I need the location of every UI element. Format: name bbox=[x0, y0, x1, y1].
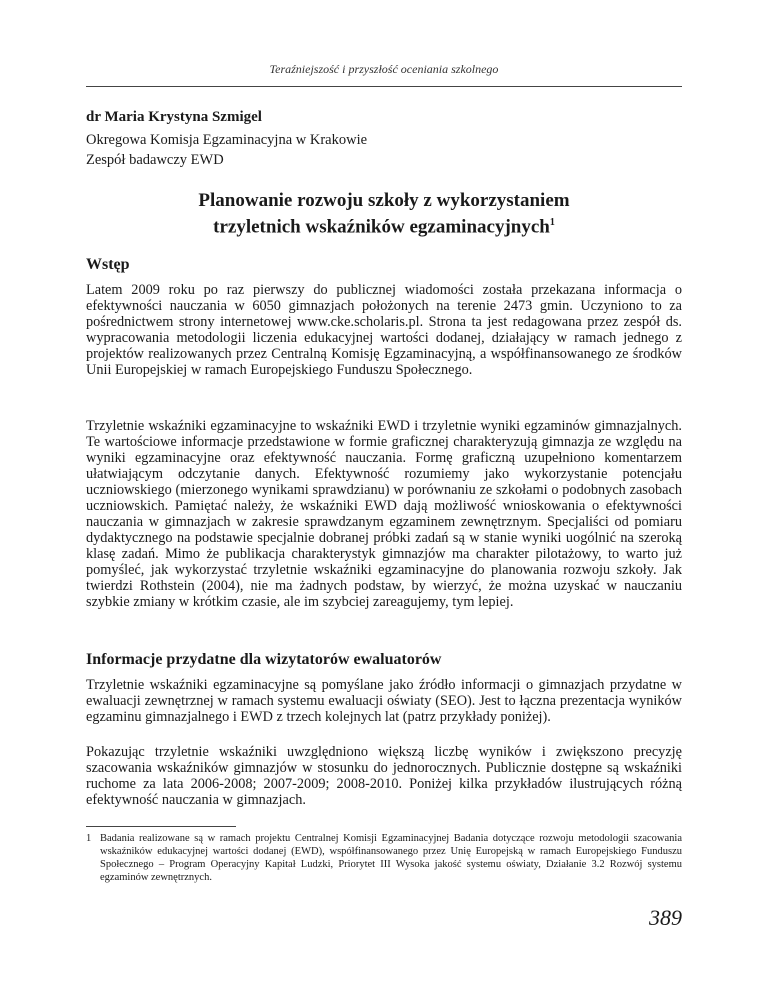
title-line-1: Planowanie rozwoju szkoły z wykorzystaniem bbox=[198, 190, 570, 211]
running-head: Teraźniejszość i przyszłość oceniania szkolnego bbox=[269, 62, 499, 76]
affiliation-line-2: Zespół badawczy EWD bbox=[86, 152, 224, 168]
footnote-number: 1 bbox=[86, 833, 92, 844]
author-name: dr Maria Krystyna Szmigel bbox=[86, 109, 262, 125]
paragraph-4: Pokazując trzyletnie wskaźniki uwzględniono większą liczbę wyników i zwiększono precyzję szacowania wskaźników gimnazjów w stosunku do jednorocznych. Publicznie dostępne są wskaźniki ruchome za lata 2006-2008; 2007-2009; 2008-2010. Poniżej kilka przykładów ilustrujących różną efektywność nauczania w gimnazjach. bbox=[86, 744, 682, 808]
footnote-text: Badania realizowane są w ramach projektu Centralnej Komisji Egzaminacyjnej Badania dotyczące rozwoju metodologii szacowania wskaźników edukacyjnej wartości dodanej (EWD), współfinansowanego przez Unię Europejską w ramach Europejskiego Funduszu Społecznego – Program Operacyjny Kapitał Ludzki, Priorytet III Wysoka jakość systemu oświaty, Działanie 3.2 Rozwój systemu egzaminów zewnętrznych. bbox=[100, 833, 682, 883]
footnote-reference: 1 bbox=[549, 217, 555, 228]
section-heading-evaluators: Informacje przydatne dla wizytatorów ewaluatorów bbox=[86, 651, 442, 668]
header-rule bbox=[86, 86, 682, 87]
title-line-2-text: trzyletnich wskaźników egzaminacyjnych bbox=[213, 216, 550, 238]
paragraph-1: Latem 2009 roku po raz pierwszy do publicznej wiadomości została przekazana informacja o efektywności nauczania w 6050 gimnazjach położonych na terenie 2473 gmin. Uczyniono to za pośrednictwem strony internetowej www.cke.scholaris.pl. Strona ta jest redagowana przez zespół ds. wypracowania metodologii liczenia edukacyjnej wartości dodanej, działający w ramach jednego z projektów realizowanych przez Centralną Komisję Egzaminacyjną, a współfinansowanego ze środków Unii Europejskiej w ramach Europejskiego Funduszu Społecznego. bbox=[86, 282, 682, 378]
section-heading-introduction: Wstęp bbox=[86, 256, 130, 273]
title-line-2 bbox=[86, 212, 682, 238]
affiliation-line-1: Okregowa Komisja Egzaminacyjna w Krakowie bbox=[86, 132, 368, 148]
article-title bbox=[86, 190, 682, 238]
paragraph-3: Trzyletnie wskaźniki egzaminacyjne są pomyślane jako źródło informacji o gimnazjach przydatne w ewaluacji zewnętrznej w ramach systemu ewaluacji oświaty (SEO). Jest to łączna prezentacja wyników egzaminu gimnazjalnego i EWD z trzech kolejnych lat (patrz przykłady poniżej). bbox=[86, 677, 682, 725]
footnote bbox=[86, 832, 682, 884]
page-number: 389 bbox=[649, 905, 682, 930]
paragraph-2: Trzyletnie wskaźniki egzaminacyjne to wskaźniki EWD i trzyletnie wyniki egzaminów gimnazjalnych. Te wartościowe informacje przedstawione w formie graficznej charakteryzują gimnazja ze względu na wyniki egzaminacyjne oraz efektywność nauczania. Formę graficzną uzupełniono komentarzem ułatwiającym odczytanie danych. Efektywność rozumiemy jako wykorzystanie potencjału uczniowskiego (mierzonego wynikami sprawdzianu) w porównaniu ze szkołami o podobnych zasobach uczniowskich. Pamiętać należy, że wskaźniki EWD dają możliwość wnioskowania o efektywności nauczania w gimnazjach w zakresie sprawdzanym egzaminem zewnętrznym. Specjaliści od pomiaru dydaktycznego na podstawie specjalnie dobranej próbki zadań są w stanie wyniki uogólnić na szeroką klasę zadań. Mimo że publikacja charakterystyk gimnazjów ma charakter pilotażowy, to warto już pomyśleć, jak wykorzystać trzyletnie wskaźniki egzaminacyjne do planowania rozwoju szkoły. Jak twierdzi Rothstein (2004), nie ma żadnych podstaw, by wierzyć, że można uzyskać w nauczaniu szybkie zmiany w krótkim czasie, ale im szybciej zareagujemy, tym lepiej. bbox=[86, 418, 682, 610]
footnote-rule bbox=[86, 826, 236, 827]
